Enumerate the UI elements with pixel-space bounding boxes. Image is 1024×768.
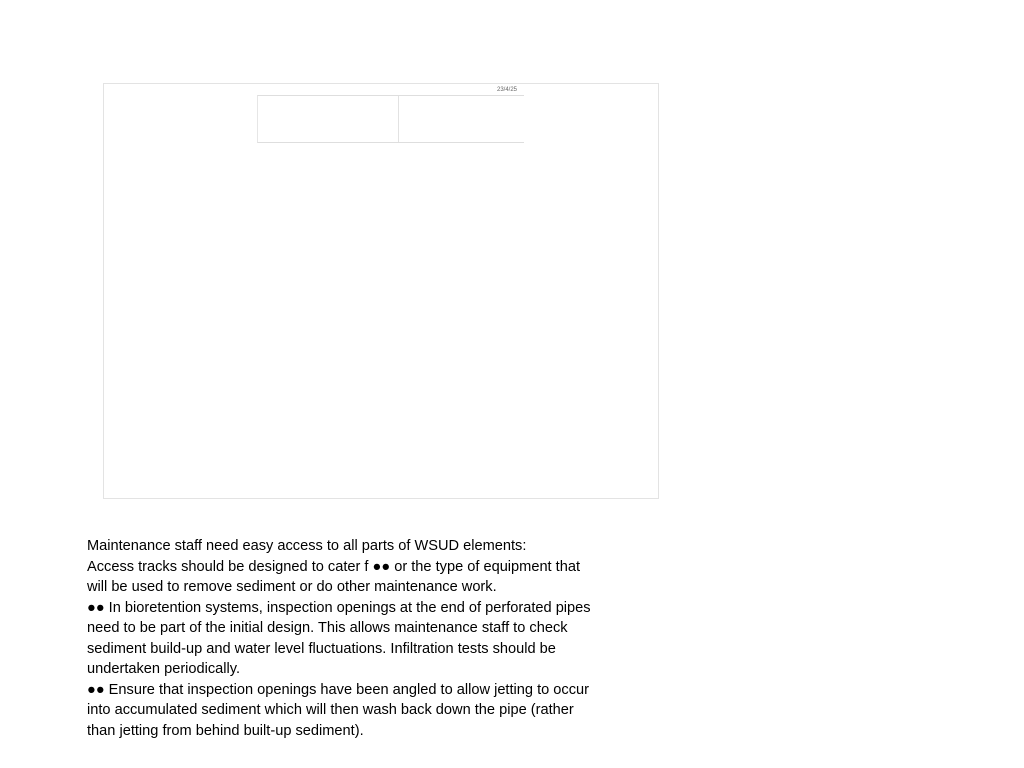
notes-access-tracks: Access tracks should be designed to cater f ●● or the type of equipment that will be used to remove sediment or do other maintenance work.	[87, 558, 581, 595]
slide-date: 23/4/25	[497, 87, 518, 93]
notes-intro: Maintenance staff need easy access to all parts of WSUD elements:	[87, 538, 527, 554]
header-cell-right	[399, 96, 524, 142]
slide-thumbnail	[103, 83, 659, 499]
slide-header-table	[257, 95, 524, 143]
speaker-notes	[87, 536, 647, 741]
header-cell-left	[258, 96, 399, 142]
notes-bioretention: ●● In bioretention systems, inspection openings at the end of perforated pipes need to be part of the initial design. This allows maintenance staff to check sediment build-up and water level fluctuations. Infiltration tests should be undertaken periodically.	[87, 599, 591, 677]
notes-inspection-openings: ●● Ensure that inspection openings have been angled to allow jetting to occur into accumulated sediment which will then wash back down the pipe (rather than jetting from behind built-up sediment).	[87, 681, 589, 739]
